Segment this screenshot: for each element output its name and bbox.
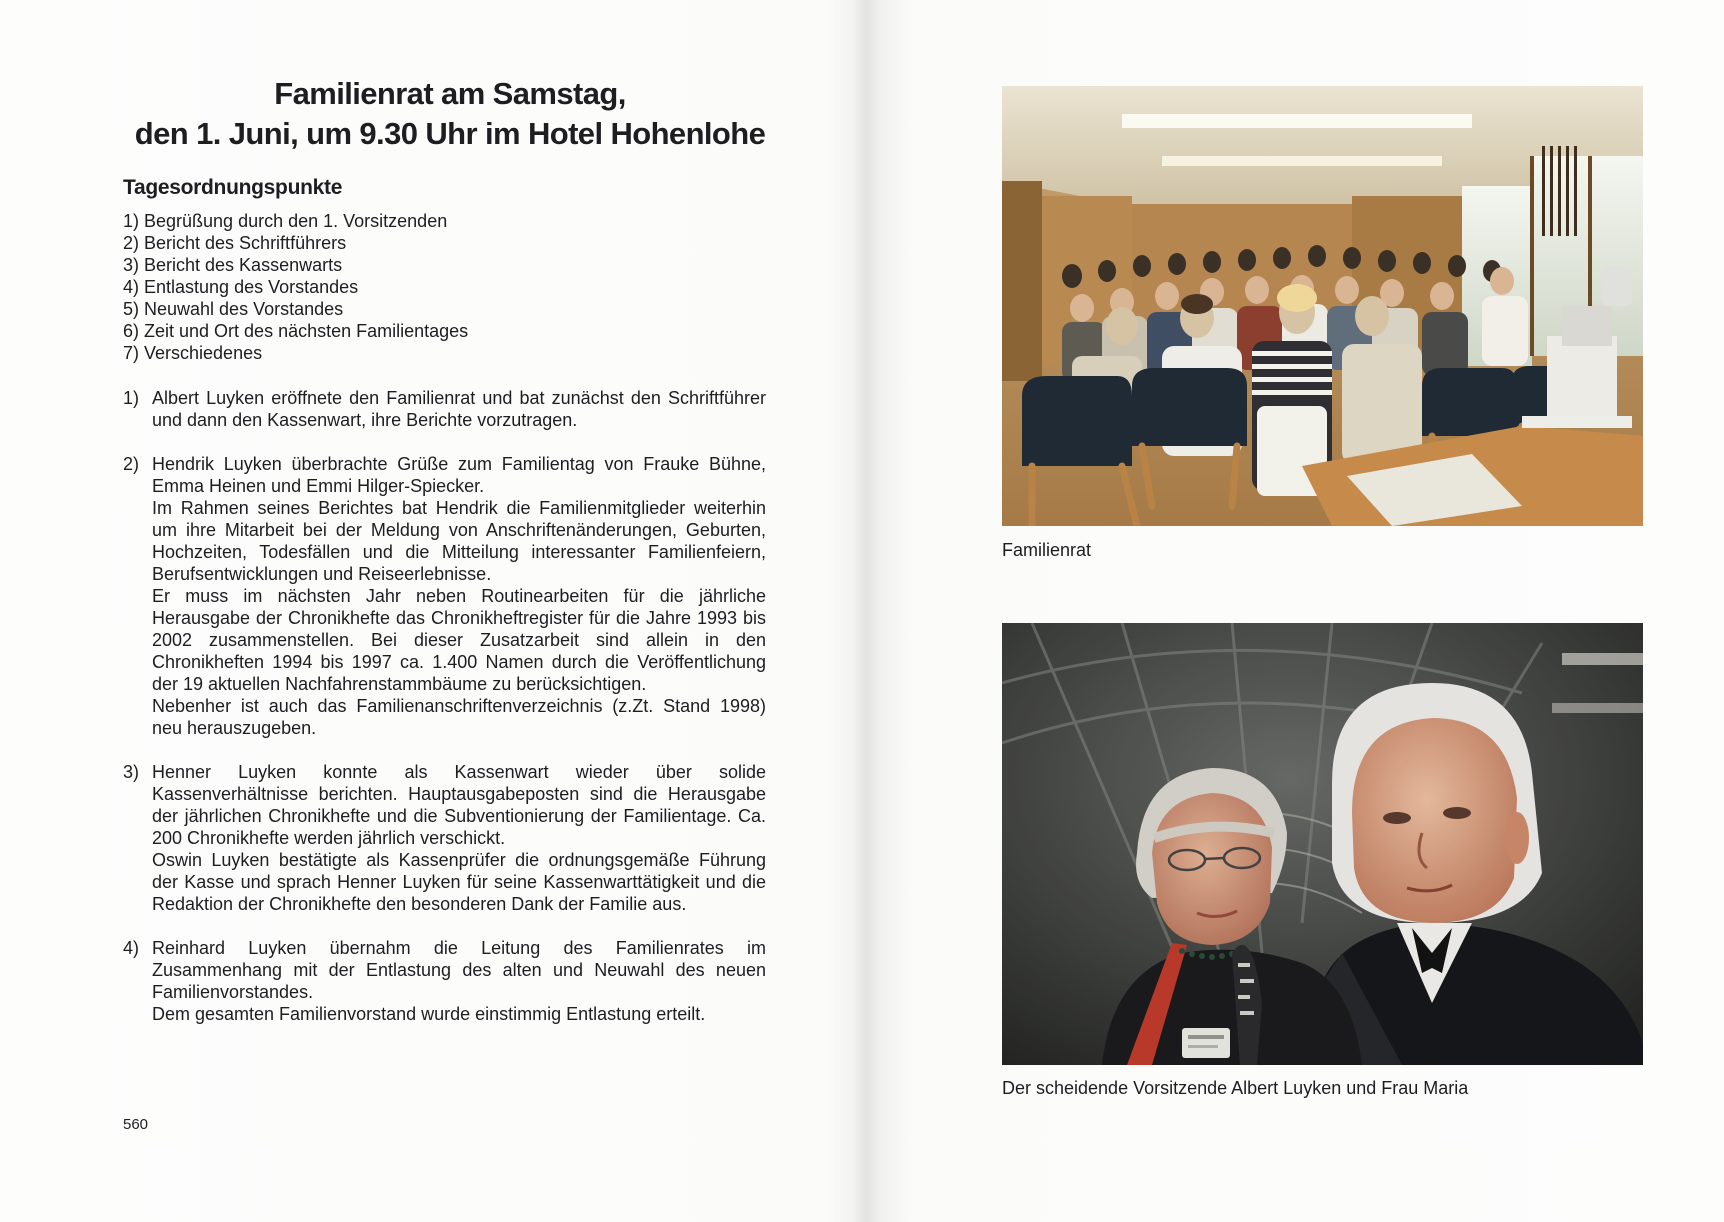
page-number: 560 [123, 1116, 149, 1133]
item-paragraph: Reinhard Luyken übernahm die Leitung des Familienrates im Zusammenhang mit der Entlastung des alten und Neuwahl des neuen Familienvorstandes. [152, 938, 766, 1002]
item-paragraph: Hendrik Luyken überbrachte Grüße zum Familientag von Frauke Bühne, Emma Heinen und Emmi Hilger-Spiecker. [152, 454, 766, 496]
item-paragraph: Nebenher ist auch das Familienanschriftenverzeichnis (z.Zt. Stand 1998) neu herauszugeben. [152, 696, 766, 738]
item-number: 1) [123, 388, 140, 408]
agenda-item: 5) Neuwahl des Vorstandes [123, 299, 344, 319]
item-paragraph: Albert Luyken eröffnete den Familienrat und bat zunächst den Schriftführer und dann den Kassenwart, ihre Berichte vorzutragen. [152, 388, 766, 430]
item-number: 2) [123, 454, 140, 474]
agenda-item: 3) Bericht des Kassenwarts [123, 255, 343, 275]
item-paragraph: Oswin Luyken bestätigte als Kassenprüfer die ordnungsgemäße Führung der Kasse und sprach Henner Luyken für seine Kassenwarttätigkeit und die Redaktion der Chronikhefte den besonderen Dank der Familie aus. [152, 850, 766, 914]
agenda-item: 1) Begrüßung durch den 1. Vorsitzenden [123, 211, 448, 231]
minutes-item-2 [123, 453, 766, 739]
item-paragraph: Er muss im nächsten Jahr neben Routinearbeiten für die jährliche Herausgabe der Chronikhefte das Chronikheftregister für die Jahre 1993 bis 2002 zusammenstellen. Bei dieser Zusatzarbeit sind allein in den Chronikheften 1994 bis 1997 ca. 1.400 Namen durch die Veröffentlichung der 19 aktuellen Nachfahrenstammbäume zu berücksichtigen. [152, 586, 766, 694]
title-line-2: den 1. Juni, um 9.30 Uhr im Hotel Hohenlohe [134, 116, 766, 151]
minutes-item-3 [123, 761, 766, 915]
minutes-item-1 [123, 387, 766, 431]
photo-caption-1: Familienrat [1002, 540, 1092, 560]
couple-portrait-photo [1002, 623, 1643, 1065]
item-number: 4) [123, 938, 140, 958]
item-number: 3) [123, 762, 140, 782]
book-gutter [852, 0, 880, 1222]
page-title [110, 74, 790, 154]
agenda-item: 2) Bericht des Schriftführers [123, 233, 347, 253]
agenda-list [123, 210, 468, 364]
agenda-heading: Tagesordnungspunkte [123, 176, 343, 199]
item-paragraph: Dem gesamten Familienvorstand wurde einstimmig Entlastung erteilt. [152, 1004, 706, 1024]
minutes-body [123, 387, 766, 1047]
agenda-item: 4) Entlastung des Vorstandes [123, 277, 359, 297]
photo-caption-2: Der scheidende Vorsitzende Albert Luyken und Frau Maria [1002, 1078, 1469, 1098]
item-paragraph: Im Rahmen seines Berichtes bat Hendrik die Familienmitglieder weiterhin um ihre Mitarbeit bei der Meldung von Anschriftenänderungen, Geburten, Hochzeiten, Todesfällen und die Mitteilung interessanter Familienfeiern, Berufsentwicklungen und Reiseerlebnisse. [152, 498, 766, 584]
meeting-room-photo [1002, 86, 1643, 526]
title-line-1: Familienrat am Samstag, [274, 76, 626, 111]
minutes-item-4 [123, 937, 766, 1025]
item-paragraph: Henner Luyken konnte als Kassenwart wieder über solide Kassenverhältnisse berichten. Hauptausgabeposten sind die Herausgabe der jährlichen Chronikhefte und die Subventionierung der Familientage. Ca. 200 Chronikhefte werden jährlich verschickt. [152, 762, 766, 848]
agenda-item: 6) Zeit und Ort des nächsten Familientages [123, 321, 469, 341]
agenda-item: 7) Verschiedenes [123, 343, 263, 363]
